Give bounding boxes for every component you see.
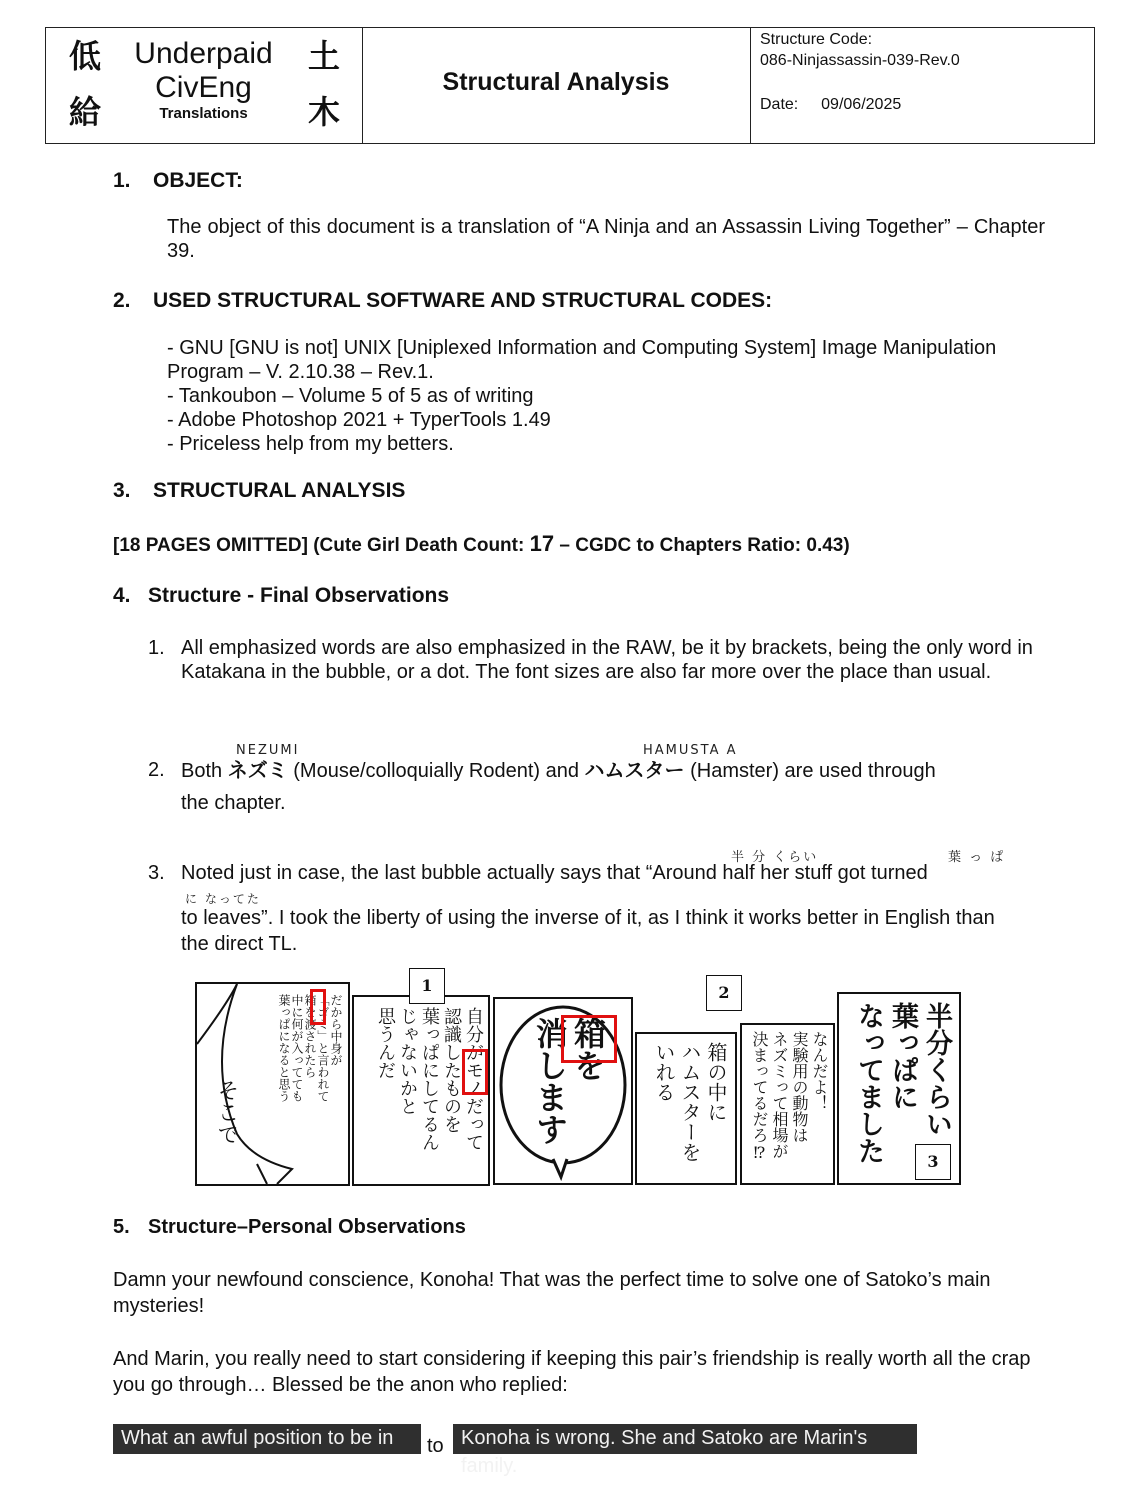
- section-title: Structure - Final Observations: [148, 584, 450, 607]
- list-item: - Tankoubon – Volume 5 of 5 as of writing: [167, 385, 534, 407]
- document-title: Structural Analysis: [442, 68, 670, 96]
- obs2-text: (Mouse/colloquially Rodent) and: [287, 760, 585, 782]
- manga-strip: [195, 965, 965, 1190]
- section-heading: [113, 584, 449, 608]
- section-number: 4.: [113, 584, 131, 607]
- header-divider: [750, 28, 751, 143]
- software-list: [167, 336, 1057, 456]
- section-title: OBJECT:: [153, 169, 243, 192]
- manga-panel: [493, 997, 633, 1185]
- list-item: - Priceless help from my betters.: [167, 433, 454, 455]
- logo-line-1: Underpaid: [134, 37, 273, 70]
- manga-text: 半分くらい 葉っぱに なってました: [853, 1002, 952, 1164]
- personal-paragraph-2: And Marin, you really need to start considering if keeping this pair’s friendship is really worth all the crap you go through… Blessed be the anon who replied:: [113, 1348, 1031, 1396]
- date-value: 09/06/2025: [821, 96, 902, 113]
- connector-text: to: [427, 1435, 444, 1457]
- omitted-pages-note: [113, 531, 850, 557]
- section-heading: [113, 289, 772, 313]
- manga-panel: [352, 995, 490, 1186]
- date-field: [760, 94, 901, 116]
- quoted-reply: Konoha is wrong. She and Satoko are Marin's family.: [453, 1424, 917, 1454]
- list-item: - Adobe Photoshop 2021 + TyperTools 1.49: [167, 409, 551, 431]
- panel-number-tag: 2: [706, 975, 742, 1011]
- japanese-term: ネズミ: [227, 758, 288, 782]
- structure-code-value: 086-Ninjassassin-039-Rev.0: [760, 52, 960, 69]
- emphasis-highlight: [561, 1015, 617, 1063]
- observation-number: 2.: [148, 759, 165, 781]
- observation-number: 1.: [148, 637, 165, 659]
- manga-text: 箱の中に ハムスターを いれる: [652, 1042, 728, 1162]
- object-paragraph: The object of this document is a translation of “A Ninja and an Assassin Living Together” – Chapter 39.: [167, 216, 1045, 262]
- section-heading: [113, 1216, 466, 1239]
- ruby-reading: 葉 っ ぱ: [948, 850, 1006, 865]
- section-title: Structure–Personal Observations: [148, 1216, 466, 1238]
- logo-line-2: CivEng: [155, 71, 252, 104]
- ruby-reading: NEZUMI: [236, 743, 300, 758]
- document-header: [45, 27, 1095, 144]
- manga-text: 箱を 消します: [531, 1017, 607, 1145]
- omitted-prefix: [18 PAGES OMITTED] (Cute Girl Death Count:: [113, 535, 530, 556]
- observation-number: 3.: [148, 862, 165, 884]
- section-heading: [113, 479, 405, 503]
- section-heading: [113, 169, 243, 193]
- manga-panel: [635, 1032, 737, 1185]
- section-number: 1.: [113, 169, 131, 192]
- obs2-text: Both: [181, 760, 228, 782]
- section-title: USED STRUCTURAL SOFTWARE AND STRUCTURAL CODES:: [153, 289, 773, 312]
- section-number: 2.: [113, 289, 131, 312]
- manga-panel: [740, 1023, 835, 1185]
- observation-1: All emphasized words are also emphasized in the RAW, be it by brackets, being the only word in Katakana in the bubble, or a dot. The font sizes are also far more over the place than usual.: [181, 637, 1033, 683]
- emphasis-highlight: [462, 1049, 488, 1095]
- date-label: Date:: [760, 96, 799, 113]
- panel-number-tag: 3: [915, 1144, 951, 1180]
- logo-kanji: 木: [308, 93, 341, 131]
- ruby-reading: に なってた: [185, 892, 261, 906]
- death-count: 17: [529, 531, 555, 556]
- section-number: 5.: [113, 1216, 130, 1238]
- japanese-term: ハムスター: [584, 758, 685, 782]
- panel-number-tag: 1: [409, 968, 445, 1004]
- logo-kanji: 土: [308, 37, 341, 75]
- logo-subtitle: Translations: [159, 105, 248, 122]
- manga-text: だから中身が 「ゴミ」と言われて 箱を渡されたら 中に何が入ってても 葉っぱになると思う: [277, 994, 343, 1102]
- observation-3-cont: to leaves”. I took the liberty of using the inverse of it, as I think it works better in English than the direct TL.: [181, 907, 995, 955]
- manga-panel: [837, 992, 961, 1185]
- observation-2: [181, 758, 1061, 783]
- logo-kanji: 低: [69, 37, 102, 75]
- personal-paragraph-1: Damn your newfound conscience, Konoha! That was the perfect time to solve one of Satoko’s main mysteries!: [113, 1269, 991, 1317]
- ruby-reading: HAMUSTA A: [643, 743, 738, 758]
- logo-kanji: 給: [69, 93, 102, 131]
- manga-text: なんだよ！ 実験用の動物は ネズミって相場が 決まってるだろ⁉: [750, 1031, 829, 1162]
- emphasis-highlight: [310, 989, 326, 1025]
- observation-3: Noted just in case, the last bubble actually says that “Around half her stuff got turned: [181, 862, 928, 884]
- ruby-reading: 半 分 くらい: [731, 850, 819, 865]
- manga-panel: [195, 982, 350, 1186]
- manga-text-large: そこで: [214, 1079, 239, 1145]
- manga-text: 自分がモノだって 認識したものを 葉っぱにしてるん じゃないかと 思うんだ: [375, 1007, 484, 1151]
- list-item: - GNU [GNU is not] UNIX [Uniplexed Information and Computing System] Image Manipulation Program – V. 2.10.38 – Rev.1.: [167, 337, 997, 383]
- omitted-suffix: – CGDC to Chapters Ratio: 0.43): [554, 535, 850, 556]
- section-number: 3.: [113, 479, 131, 502]
- obs2-text: (Hamster) are used through: [684, 760, 936, 782]
- quoted-comment: What an awful position to be in: [113, 1424, 421, 1454]
- section-title: STRUCTURAL ANALYSIS: [153, 479, 406, 502]
- observation-2-cont: the chapter.: [181, 792, 286, 814]
- structure-code-label: Structure Code:: [760, 31, 873, 48]
